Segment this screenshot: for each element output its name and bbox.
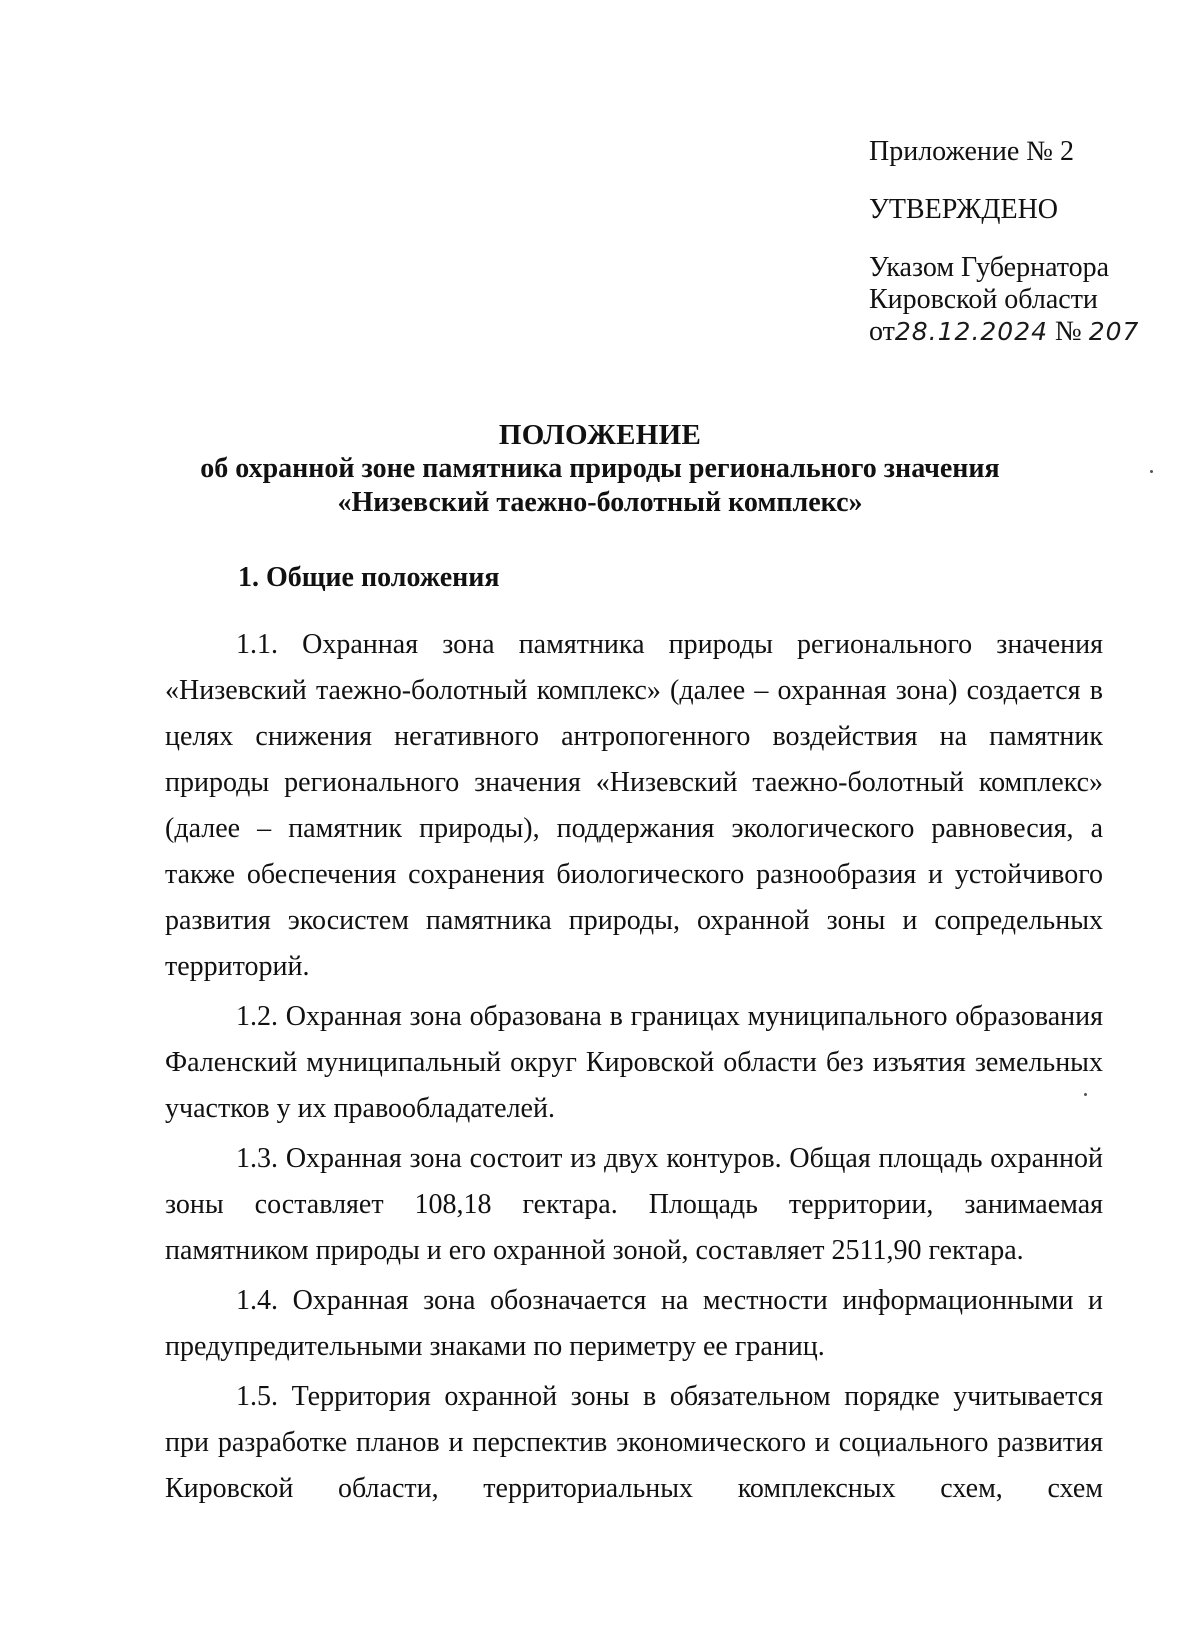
approval-block xyxy=(869,136,1139,348)
approved-stamp-text: УТВЕРЖДЕНО xyxy=(869,194,1059,225)
scan-speck xyxy=(1150,470,1153,473)
document-title: ПОЛОЖЕНИЕ xyxy=(498,419,702,451)
appendix-number: Приложение № 2 xyxy=(869,136,1074,167)
decree-authority-line1: Указом Губернатора xyxy=(869,252,1110,283)
paragraph-1-1: 1.1. Охранная зона памятника природы регионального значения «Низевский таежно-болотный комплекс» (далее – охранная зона) создается в целях снижения негативного антропогенного воздействия на памятник природы регионального значения «Низевский таежно-болотный комплекс» (далее – памятник природы), поддержания экологического равновесия, а также обеспечения сохранения биологического разнообразия и устойчивого развития экосистем памятника природы, охранной зоны и сопредельных территорий. xyxy=(165,629,1103,982)
document-subtitle-line1: об охранной зоне памятника природы регионального значения xyxy=(200,453,1000,484)
paragraph-1-5: 1.5. Территория охранной зоны в обязательном порядке учитывается при разработке планов и перспектив экономического и социального развития Кировской области, территориальных комплексных схем, схем xyxy=(165,1381,1103,1504)
section-heading: 1. Общие положения xyxy=(238,562,500,593)
decree-authority-line2: Кировской области xyxy=(869,284,1098,315)
document-subtitle-line2: «Низевский таежно-болотный комплекс» xyxy=(337,487,863,518)
paragraph-1-4: 1.4. Охранная зона обозначается на местности информационными и предупредительными знаками по периметру ее границ. xyxy=(165,1285,1103,1362)
paragraph-1-3: 1.3. Охранная зона состоит из двух контуров. Общая площадь охранной зоны составляет 108,18 гектара. Площадь территории, занимаемая памятником природы и его охранной зоной, составляет 2511,90 гектара. xyxy=(165,1143,1103,1266)
handwritten-number: 207 xyxy=(1088,317,1140,346)
handwritten-date: 28.12.2024 xyxy=(894,317,1049,346)
date-prefix: от xyxy=(869,316,895,347)
document-title-block xyxy=(0,418,1200,520)
decree-date-line xyxy=(869,316,1139,348)
number-sign: № xyxy=(1055,316,1082,347)
section-body xyxy=(165,622,1103,1516)
paragraph-1-2: 1.2. Охранная зона образована в границах муниципального образования Фаленский муниципальный округ Кировской области без изъятия земельных участков у их правообладателей. xyxy=(165,1001,1103,1124)
scan-speck xyxy=(1084,1093,1087,1096)
